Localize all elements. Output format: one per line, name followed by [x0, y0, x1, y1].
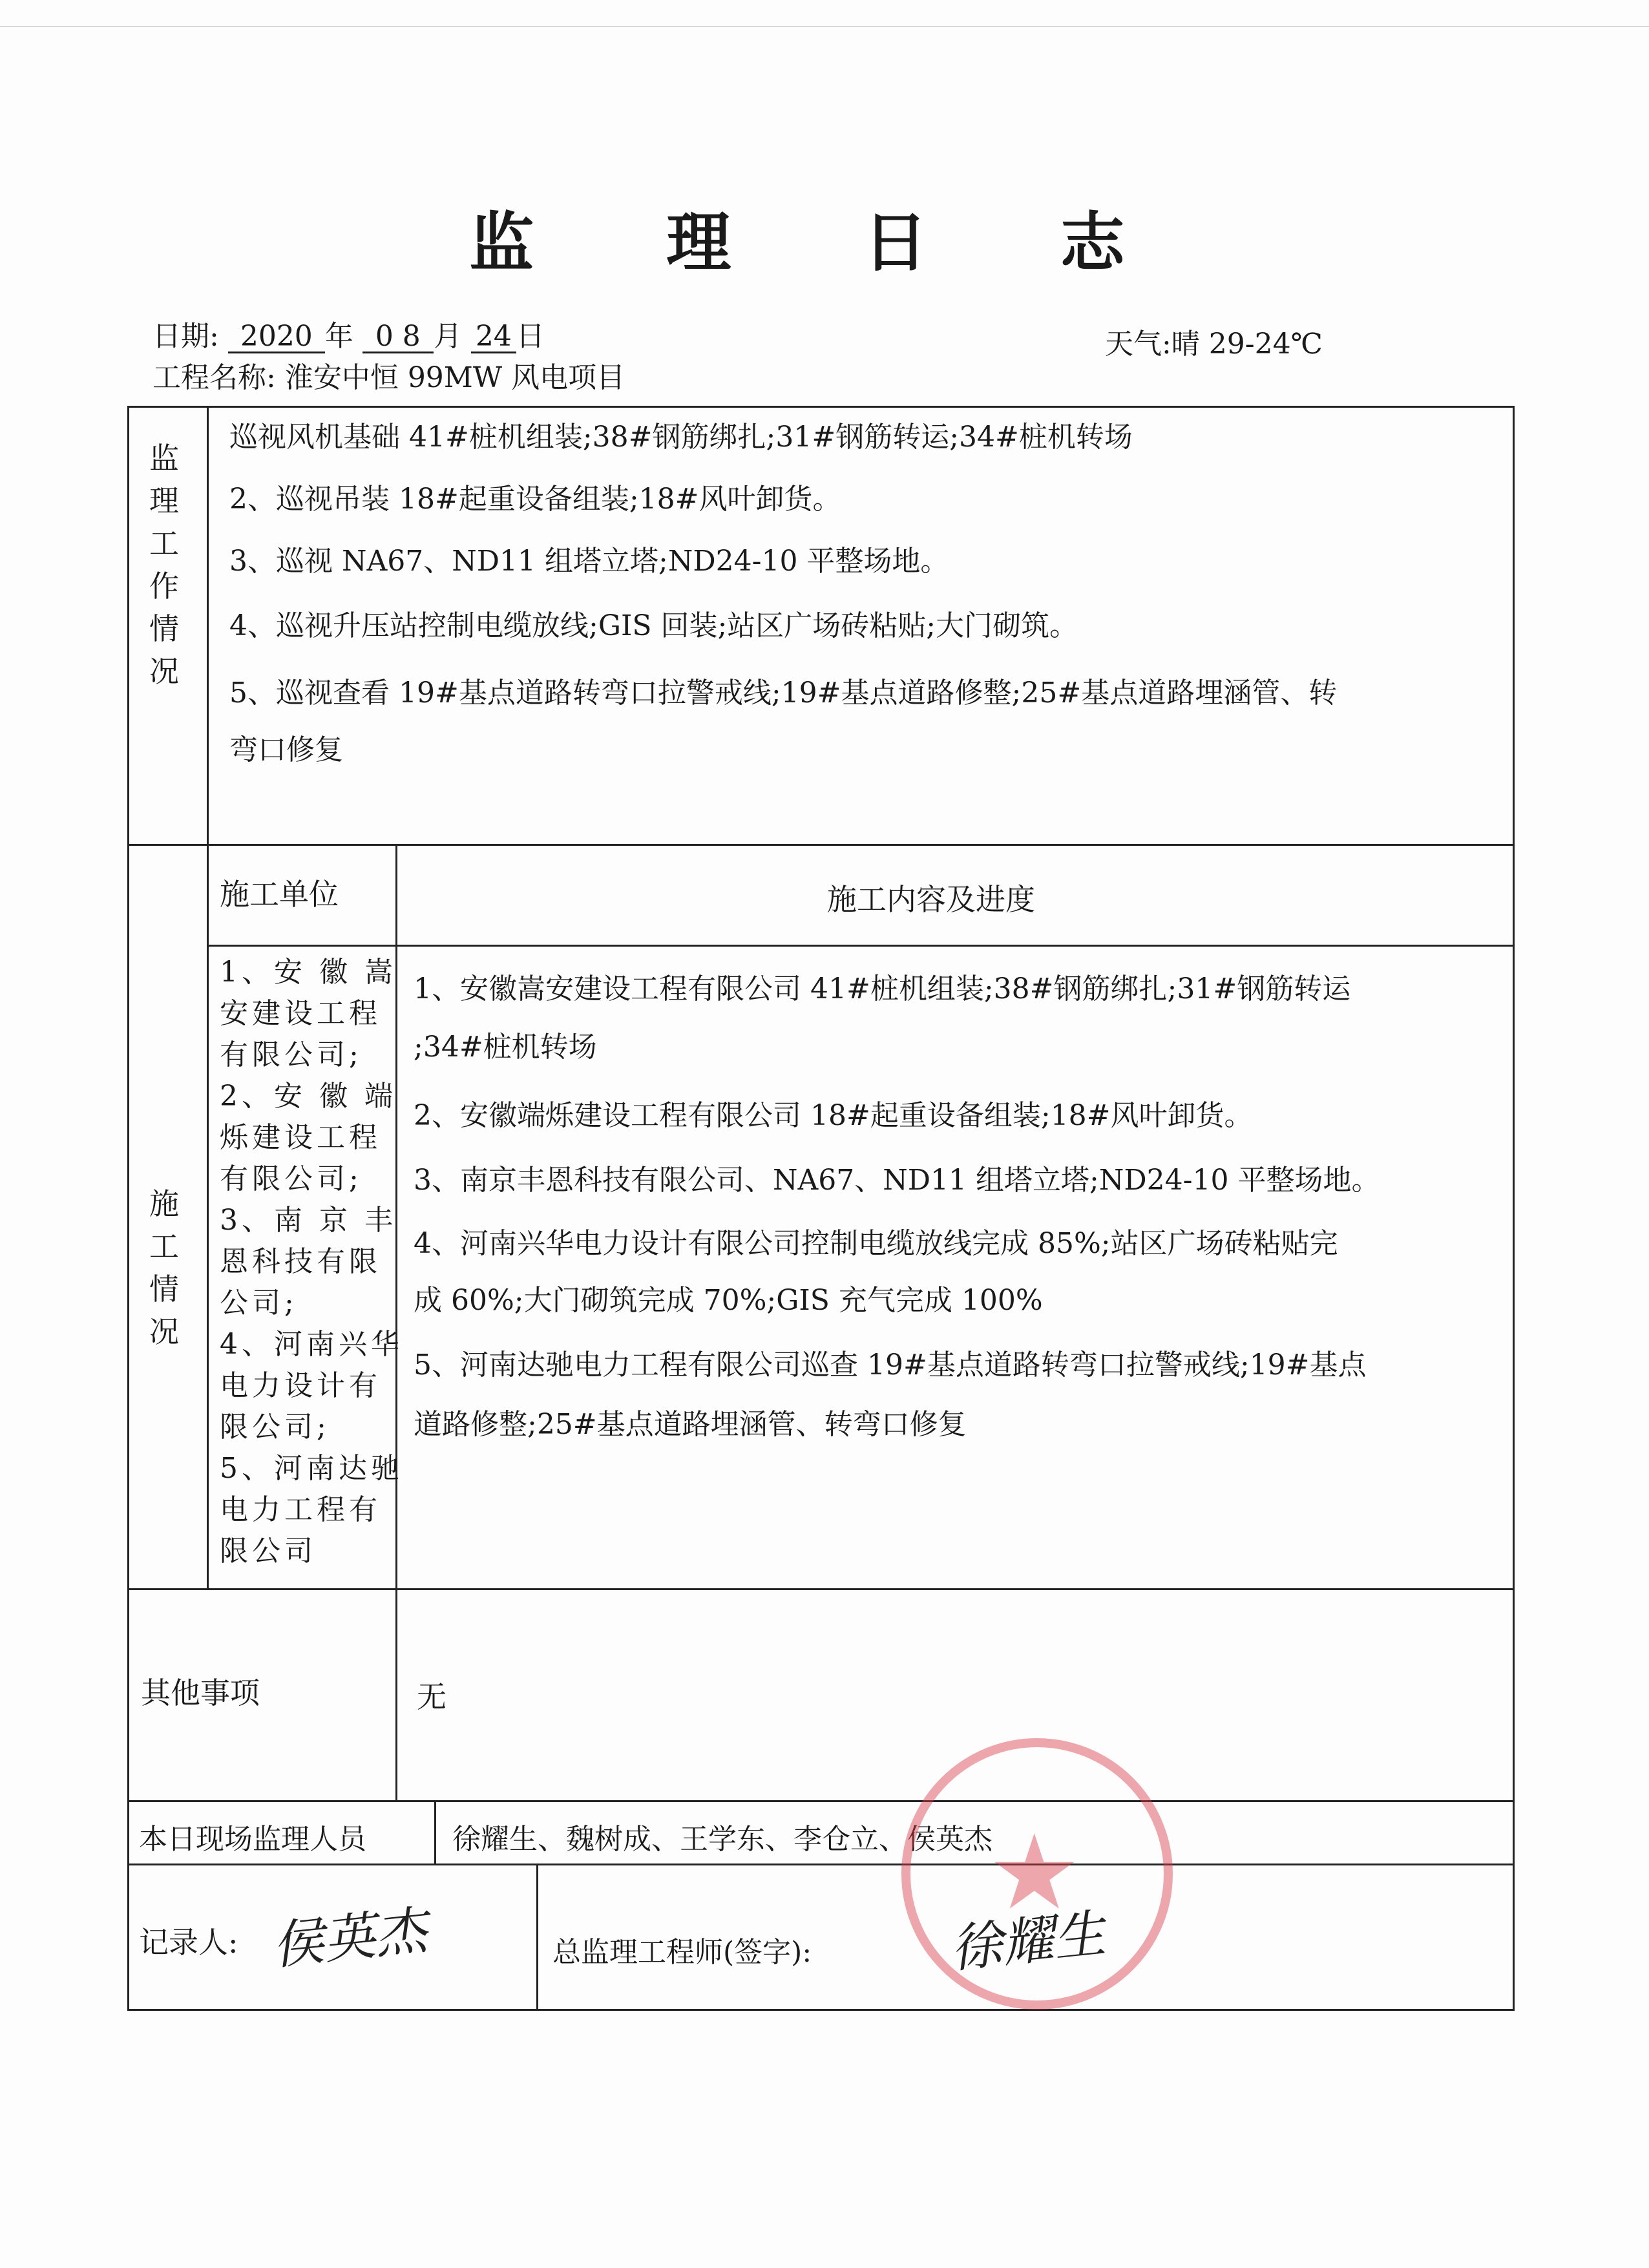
date-day: 24: [471, 322, 516, 353]
content-line: 道路修整;25#基点道路埋涵管、转弯口修复: [414, 1408, 967, 1441]
project-line: [152, 354, 625, 395]
scan-top-edge: [0, 26, 1649, 27]
date-year: 2020: [228, 322, 325, 353]
weather: 天气:晴 29-24℃: [1105, 328, 1323, 361]
date-month: 0 8: [362, 322, 434, 353]
month-char: 月: [433, 320, 462, 353]
content-line: 5、河南达驰电力工程有限公司巡查 19#基点道路转弯口拉警戒线;19#基点: [414, 1349, 1367, 1381]
other-label: 其他事项: [141, 1675, 260, 1710]
page-title: 监 理 日 志: [469, 204, 1180, 280]
work-line-2: 2、巡视吊装 18#起重设备组装;18#风叶卸货。: [229, 483, 841, 516]
unit-line: 恩科技有限: [220, 1245, 381, 1278]
staff-divider: [434, 1800, 436, 1864]
unit-line: 3、南 京 丰: [220, 1204, 397, 1237]
unit-line: 有限公司;: [220, 1038, 362, 1071]
content-line: 4、河南兴华电力设计有限公司控制电缆放线完成 85%;站区广场砖粘贴完: [414, 1227, 1338, 1260]
unit-line: 电力设计有: [220, 1369, 381, 1402]
row-divider: [127, 1864, 1515, 1865]
unit-line: 1、安 徽 嵩: [220, 956, 397, 989]
project-name: 淮安中恒 99MW 风电项目: [284, 361, 625, 394]
content-line: 3、南京丰恩科技有限公司、NA67、ND11 组塔立塔;ND24-10 平整场地。: [414, 1164, 1380, 1197]
unit-line: 安建设工程: [220, 997, 381, 1030]
work-line-4: 4、巡视升压站控制电缆放线;GIS 回装;站区广场砖粘贴;大门砌筑。: [229, 609, 1078, 642]
construction-section-label: 施 工 情 况: [149, 1186, 179, 1349]
date-label: 日期:: [152, 320, 219, 353]
unit-line: 烁建设工程: [220, 1121, 381, 1154]
unit-line: 有限公司;: [220, 1162, 362, 1195]
project-label: 工程名称:: [152, 361, 276, 394]
unit-header: 施工单位: [220, 877, 339, 912]
row-divider: [127, 844, 1515, 846]
other-value: 无: [417, 1679, 446, 1714]
unit-line: 限公司: [220, 1535, 317, 1568]
unit-line: 4、河南兴华: [220, 1328, 403, 1361]
content-line: 1、安徽嵩安建设工程有限公司 41#桩机组装;38#钢筋绑扎;31#钢筋转运: [414, 972, 1351, 1005]
recorder-label: 记录人:: [139, 1925, 238, 1960]
date-line: [152, 313, 545, 354]
recorder-signature: 侯英杰: [269, 1900, 430, 1977]
seal-star-icon: ★: [988, 1812, 1081, 1933]
content-line: 2、安徽端烁建设工程有限公司 18#起重设备组装;18#风叶卸货。: [414, 1099, 1253, 1132]
unit-line: 2、安 徽 端: [220, 1080, 397, 1113]
work-line-3: 3、巡视 NA67、ND11 组塔立塔;ND24-10 平整场地。: [229, 545, 949, 578]
work-line-5: 5、巡视查看 19#基点道路转弯口拉警戒线;19#基点道路修整;25#基点道路埋涵管、转: [229, 677, 1338, 709]
label-column-divider: [207, 406, 209, 1588]
unit-line: 限公司;: [220, 1411, 330, 1444]
unit-line: 公司;: [220, 1286, 298, 1319]
row-divider: [127, 1588, 1515, 1590]
row-divider: [127, 1800, 1515, 1802]
content-line: 成 60%;大门砌筑完成 70%;GIS 充气完成 100%: [414, 1284, 1043, 1317]
subheader-divider: [207, 945, 1515, 947]
content-line: ;34#桩机转场: [414, 1031, 597, 1064]
day-char: 日: [516, 320, 545, 353]
signature-divider: [536, 1864, 538, 2011]
unit-line: 5、河南达驰: [220, 1452, 403, 1485]
work-line-1: 巡视风机基础 41#桩机组装;38#钢筋绑扎;31#钢筋转运;34#桩机转场: [229, 421, 1133, 454]
unit-line: 电力工程有: [220, 1493, 381, 1526]
chief-signature: 徐耀生: [947, 1903, 1108, 1980]
chief-label: 总监理工程师(签字):: [552, 1936, 812, 1969]
staff-value: 徐耀生、魏树成、王学东、李仓立、侯英杰: [452, 1823, 993, 1856]
year-char: 年: [324, 320, 353, 353]
work-section-label: 监 理 工 作 情 况: [149, 441, 179, 689]
content-header: 施工内容及进度: [827, 882, 1035, 917]
work-line-6: 弯口修复: [229, 733, 343, 766]
staff-label: 本日现场监理人员: [139, 1823, 366, 1856]
other-divider: [395, 1588, 397, 1800]
